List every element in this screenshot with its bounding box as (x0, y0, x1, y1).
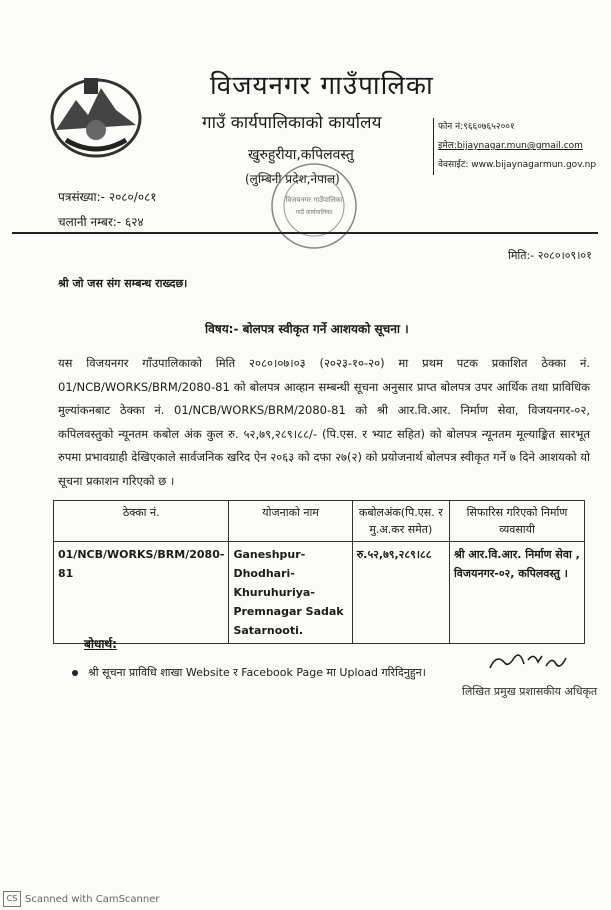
column-bid-amount: कबोलअंक(पि.एस. र मु.अ.कर समेत) (352, 501, 449, 542)
municipality-title: विजयनगर गाउँपालिका (210, 71, 434, 101)
phone-number: फोन नं:९६६०७६५२००१ (438, 122, 515, 132)
office-address: खुरुहुरीया,कपिलवस्तु (248, 147, 354, 163)
reference-block (58, 185, 157, 235)
office-subtitle: गाउँ कार्यपालिकाको कार्यालय (202, 113, 382, 133)
nepal-emblem (46, 70, 146, 160)
column-contract-number: ठेक्का नं. (54, 501, 229, 542)
email-address[interactable]: इमेल:bijaynagar.mun@gmail.com (438, 141, 583, 151)
contact-block (433, 118, 596, 175)
cc-list-item (72, 665, 426, 680)
scanner-footer (3, 891, 160, 907)
cell-contractor: श्री आर.वि.आर. निर्माण सेवा , विजयनगर-०२, कपिलवस्तु । (449, 542, 584, 644)
column-project-name: योजनाको नाम (229, 501, 352, 542)
bullet-icon (72, 670, 78, 676)
camscanner-logo-icon: CS (3, 891, 21, 907)
cell-bid-amount: रु.५२,७९,२८९।८८ (352, 542, 449, 644)
letter-date: मिति:- २०८०।०९।०१ (508, 249, 592, 262)
cell-project-name: Ganeshpur-Dhodhari-Khuruhuriya-Premnagar Sadak Satarnooti. (229, 542, 352, 644)
subject-line: विषय:- बोलपत्र स्वीकृत गर्ने आशयको सूचना । (205, 322, 409, 336)
recipient-line: श्री जो जस संग सम्बन्ध राख्दछ। (58, 277, 188, 290)
notice-body: यस विजयनगर गाँउपालिकाको मिति २०८०।०७।०३ (२०२३-१०-२०) मा प्रथम पटक प्रकाशित ठेक्का नं. 01/NCB/WORKS/BRM/2080-81 को बोलपत्र आव्हान सम्बन्धी सूचना अनुसार प्राप्त बोलपत्र उपर आर्थिक तथा प्राविधिक मुल्यांकनबाट ठेक्का नं. 01/NCB/WORKS/BRM/2080-81 को श्री आर.वि.आर. निर्माण सेवा, विजयनगर-०२, कपिलवस्तुको न्यूनतम कबोल अंक कुल रु. ५२,७९,२८९।८८/- (पि.एस. र भ्याट सहित) को बोलपत्र न्यूनतम मूल्याङ्कित सारभूत रुपमा प्रभावग्राही देखिएकाले सार्वजनिक खरिद ऐन २०६३ को दफा २७(२) को प्रयोजनार्थ बोलपत्र स्वीकृत गर्ने ७ दिने आशयको यो सूचना प्रकाशन गरिएको छ । (58, 356, 591, 488)
office-seal-stamp (268, 160, 360, 252)
header-divider (12, 232, 598, 234)
table-row (54, 542, 585, 644)
signatory-title: लिखित प्रमुख प्रशासकीय अधिकृत (462, 685, 598, 698)
cell-contract-number: 01/NCB/WORKS/BRM/2080-81 (54, 542, 229, 644)
svg-text:गाउँ कार्यपालिका: गाउँ कार्यपालिका (295, 209, 333, 216)
column-recommended-contractor: सिफारिस गरिएको निर्माण व्यवसायी (449, 501, 584, 542)
office-province: (लुम्बिनी प्रदेश,नेपाल) (245, 172, 340, 186)
contract-table (53, 500, 585, 644)
handwritten-signature (486, 648, 570, 678)
scanner-footer-text: Scanned with CamScanner (25, 893, 160, 905)
letter-number: पत्रसंख्या:- २०८०/०८१ (58, 190, 157, 204)
website-address[interactable]: वेवसाईट: www.bijaynagarmun.gov.np (438, 160, 597, 170)
cc-item-text: श्री सूचना प्राविधि शाखा Website र Facebook Page मा Upload गरिदिनुहुन। (88, 666, 426, 679)
dispatch-number: चलानी नम्बर:- ६२४ (58, 215, 144, 229)
table-header-row (54, 501, 585, 542)
cc-heading: बोधार्थ: (84, 637, 117, 651)
svg-text:विजयनगर गाउँपालिका: विजयनगर गाउँपालिका (285, 196, 343, 204)
